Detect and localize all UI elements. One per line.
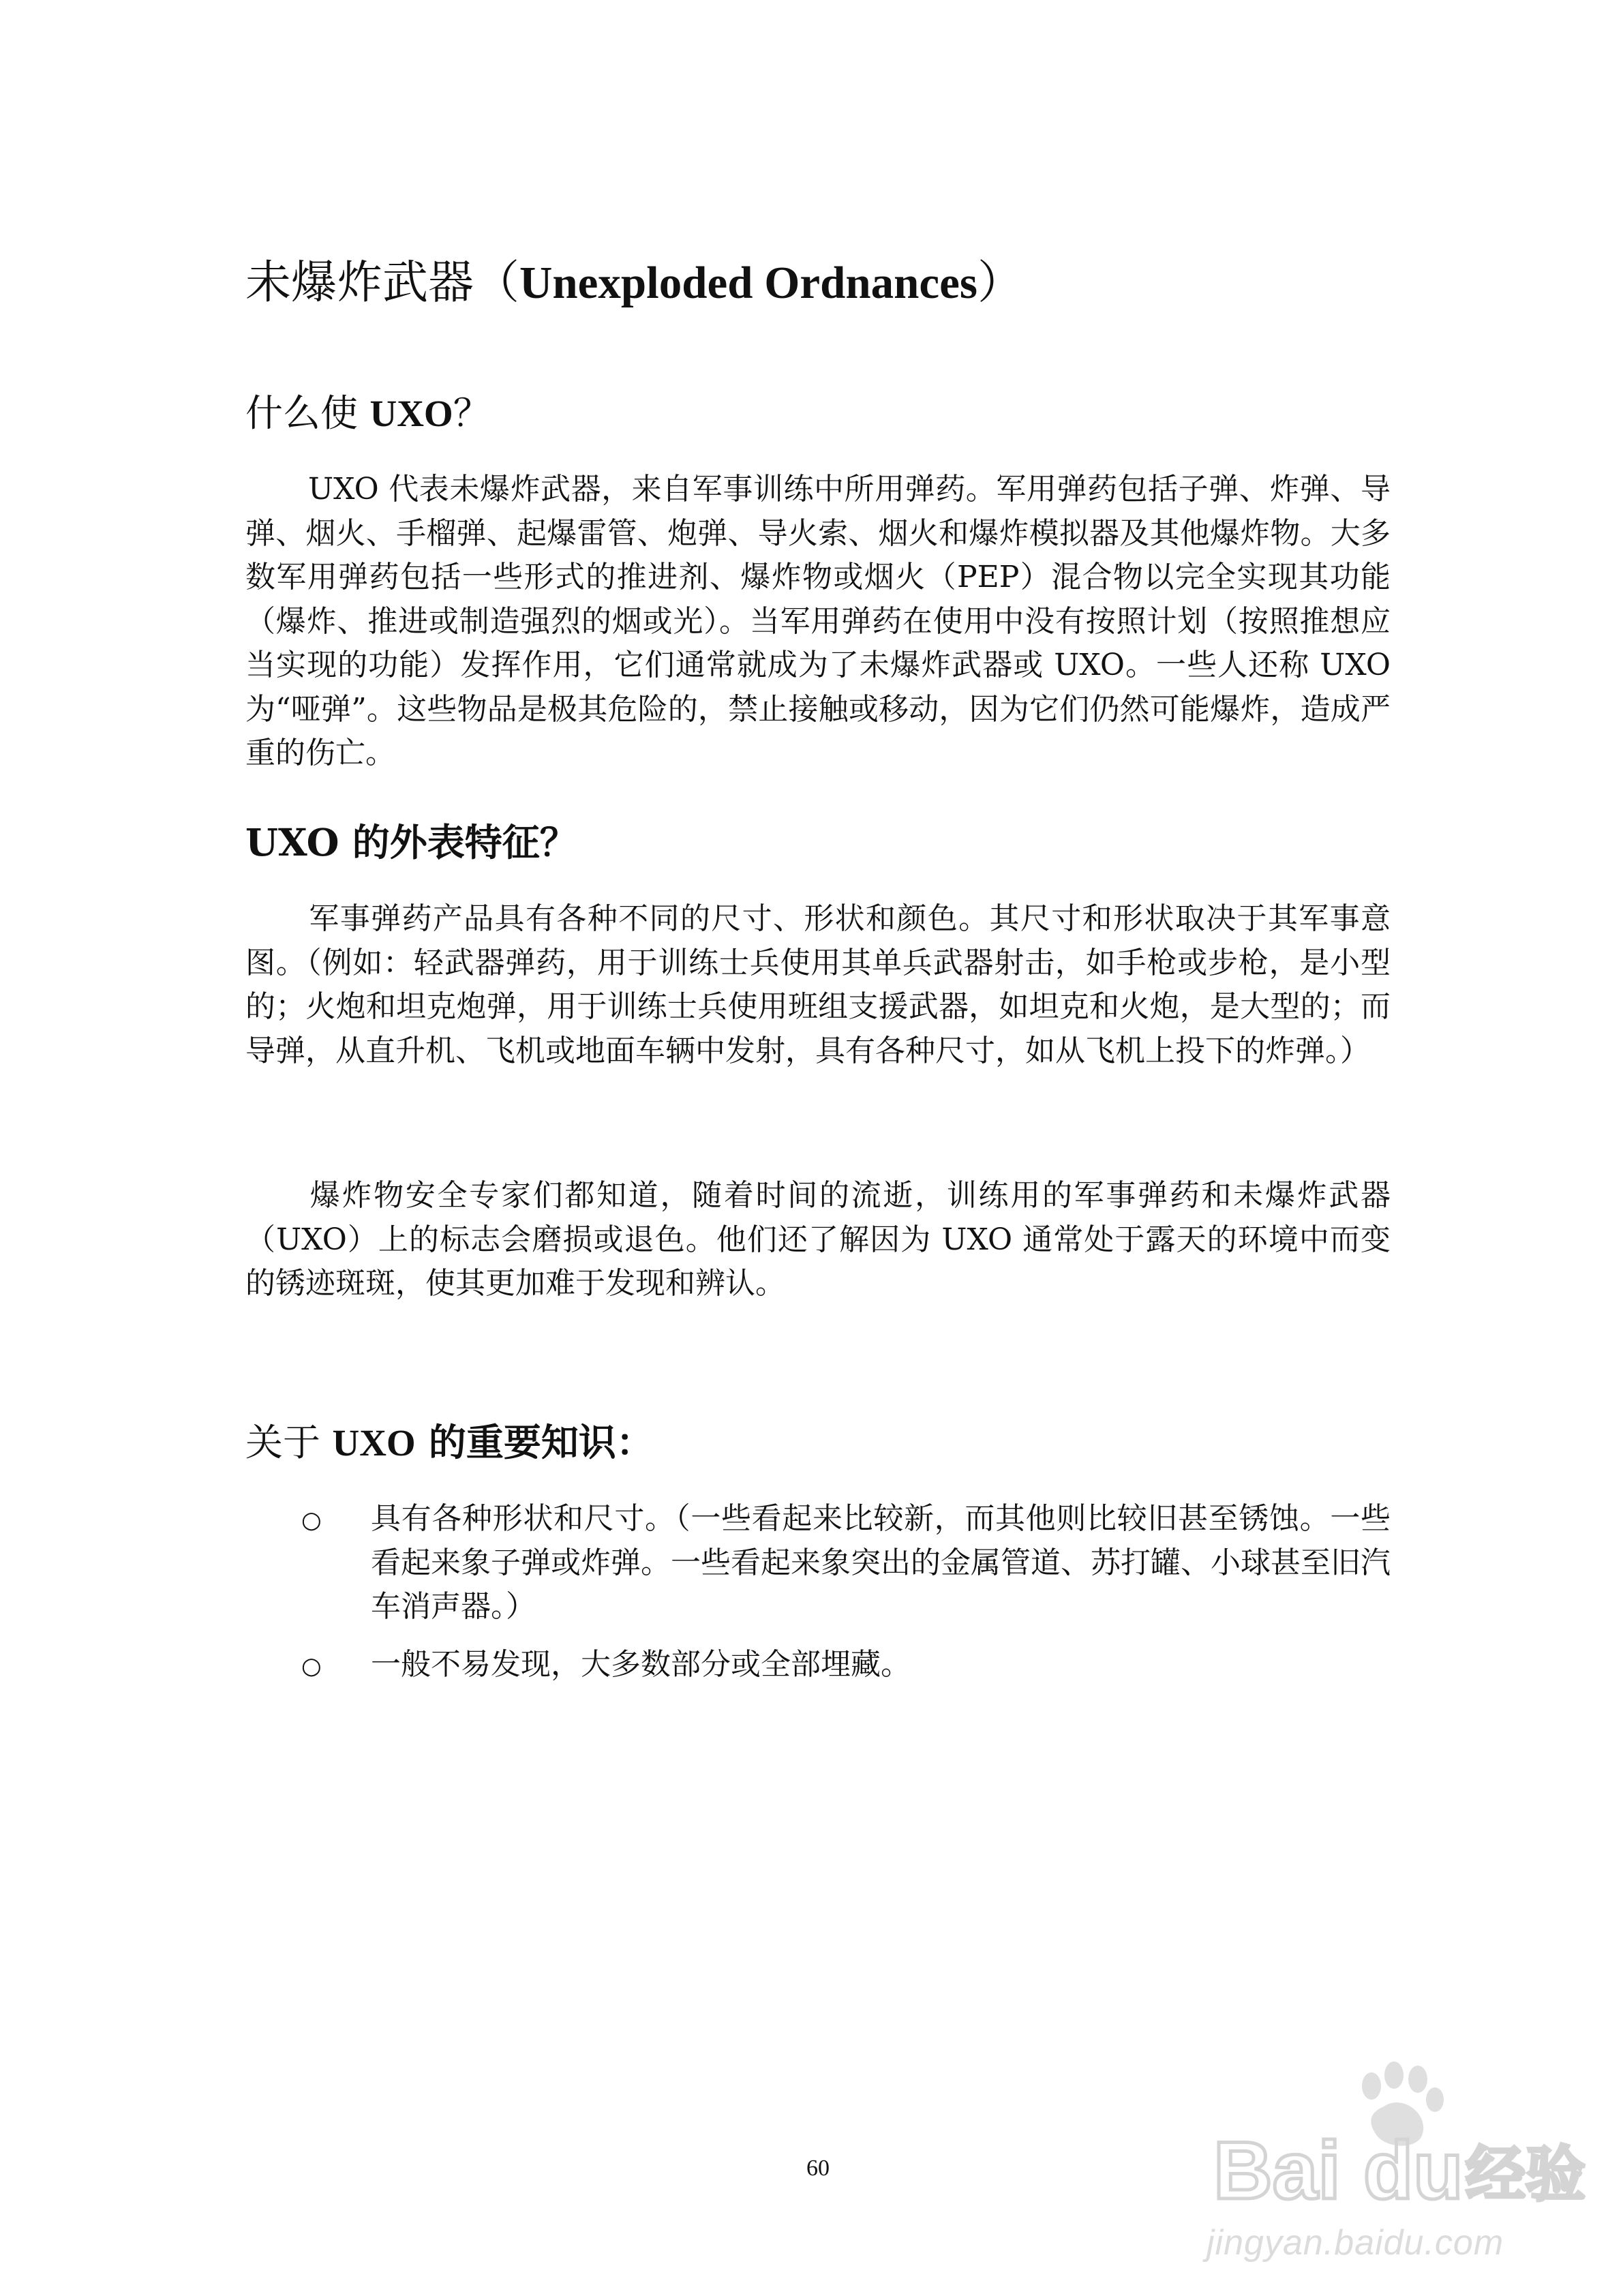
bullet-circle-icon: ○	[301, 1652, 322, 1680]
svg-text:经验: 经验	[1466, 2139, 1586, 2209]
section-heading-uxo-appearance: UXO 的外表特征？	[245, 820, 577, 864]
page-title	[245, 250, 1404, 316]
bullet-circle-icon: ○	[301, 1507, 322, 1534]
baidu-jingyan-watermark	[1159, 2052, 1609, 2277]
watermark-url: jingyan.baidu.com	[1207, 2223, 1504, 2263]
paragraph-uxo-definition: UXO 代表未爆炸武器，来自军事训练中所用弹药。军用弹药包括子弹、炸弹、导弹、烟火、手榴弹、起爆雷管、炮弹、导火索、烟火和爆炸模拟器及其他爆炸物。大多数军用弹药包括一些形式的推进剂、爆炸物或烟火（PEP）混合物以完全实现其功能（爆炸、推进或制造强烈的烟或光）。当军用弹药在使用中没有按照计划（按照推想应当实现的功能）发挥作用，它们通常就成为了未爆炸武器或 UXO。一些人还称 UXO 为“哑弹”。这些物品是极其危险的，禁止接触或移动，因为它们仍然可能爆炸，造成严重的伤亡。	[245, 472, 1391, 770]
title-en: Unexploded Ordnances	[519, 258, 977, 308]
section-heading-what-is-uxo: 什么使 UXO？	[245, 391, 491, 435]
section-heading-uxo-knowledge: 关于 UXO 的重要知识：	[245, 1420, 654, 1464]
list-item: ○ 具有各种形状和尺寸。（一些看起来比较新，而其他则比较旧甚至锈蚀。一些看起来象子弹或炸弹。一些看起来象突出的金属管道、苏打罐、小球甚至旧汽车消声器。）	[300, 1497, 1391, 1629]
title-cn: 未爆炸武器（	[245, 256, 519, 309]
paragraph-uxo-markings: 爆炸物安全专家们都知道，随着时间的流逝，训练用的军事弹药和未爆炸武器（UXO）上的标志会磨损或退色。他们还了解因为 UXO 通常处于露天的环境中而变的锈迹斑斑，使其更加难于发现和辨认。	[245, 1178, 1391, 1301]
svg-text:du: du	[1363, 2125, 1463, 2216]
uxo-facts-list	[300, 1497, 1391, 1700]
list-item: ○ 一般不易发现，大多数部分或全部埋藏。	[300, 1643, 1391, 1687]
svg-text:Bai: Bai	[1213, 2125, 1341, 2216]
page-number: 60	[806, 2156, 830, 2181]
title-close: ）	[977, 256, 1023, 309]
baidu-logo-icon	[1159, 2052, 1609, 2222]
paragraph-uxo-appearance: 军事弹药产品具有各种不同的尺寸、形状和颜色。其尺寸和形状取决于其军事意图。（例如：轻武器弹药，用于训练士兵使用其单兵武器射击，如手枪或步枪，是小型的；火炮和坦克炮弹，用于训练士兵使用班组支援武器，如坦克和火炮，是大型的；而导弹，从直升机、飞机或地面车辆中发射，具有各种尺寸，如从飞机上投下的炸弹。）	[245, 901, 1391, 1068]
